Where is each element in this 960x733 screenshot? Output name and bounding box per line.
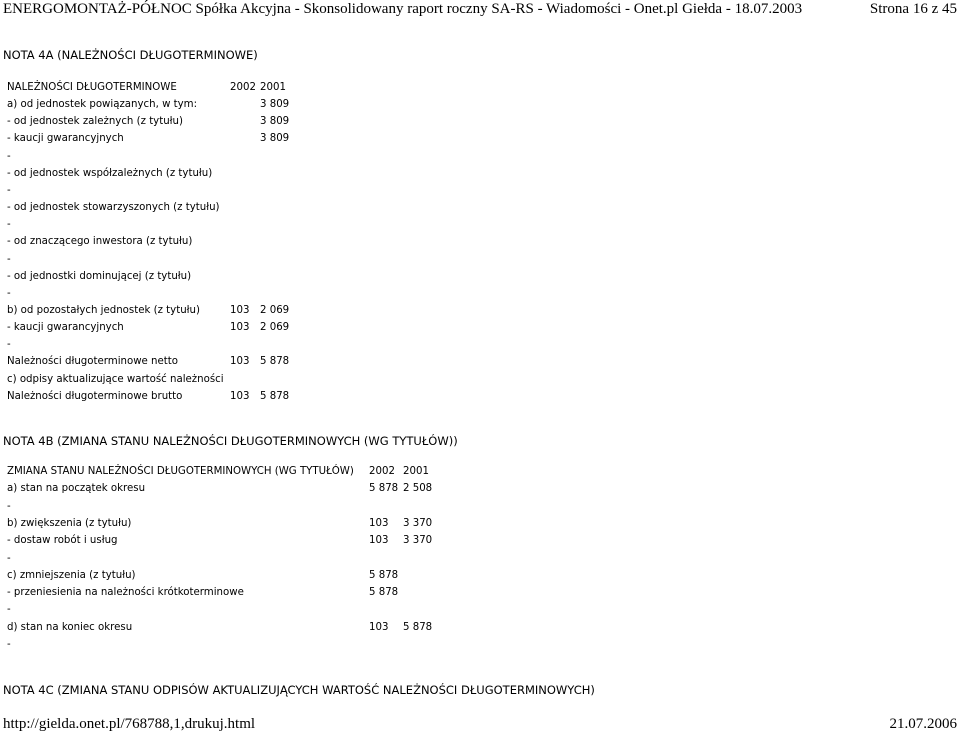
- page-url: http://gielda.onet.pl/768788,1,drukuj.html: [3, 716, 256, 732]
- row-label: b) zwiększenia (z tytułu): [7, 517, 132, 529]
- value-2001: 2001: [260, 82, 286, 93]
- value-2002: 5 878: [369, 587, 399, 599]
- print-date: 21.07.2006: [889, 716, 957, 732]
- value-2002: 2002: [369, 466, 395, 477]
- value-2002: 2002: [230, 82, 256, 93]
- value-2001: 2 069: [260, 304, 290, 316]
- row-label: - kaucji gwarancyjnych: [7, 322, 124, 334]
- row-label: - kaucji gwarancyjnych: [7, 133, 124, 145]
- document-title: ENERGOMONTAŻ-PÓŁNOC Spółka Akcyjna - Skonsolidowany raport roczny SA-RS - Wiadomości - Onet.pl Giełda - 18.07.2003: [3, 1, 803, 17]
- row-label: c) odpisy aktualizujące wartość należności: [7, 373, 224, 385]
- value-2001: 3 370: [403, 517, 433, 529]
- row-label: - od jednostki dominującej (z tytułu): [7, 270, 192, 282]
- row-label: -: [7, 339, 11, 351]
- value-2001: 2001: [403, 466, 429, 477]
- row-label: - od jednostek zależnych (z tytułu): [7, 116, 183, 128]
- row-label: -: [7, 604, 11, 616]
- row-label: Należności długoterminowe brutto: [7, 390, 183, 402]
- nota-4c-heading: NOTA 4C (ZMIANA STANU ODPISÓW AKTUALIZUJĄCYCH WARTOŚĆ NALEŻNOŚCI DŁUGOTERMINOWYCH): [3, 683, 595, 697]
- row-label: - przeniesienia na należności krótkoterminowe: [7, 587, 244, 599]
- row-label: -: [7, 150, 11, 162]
- value-2001: 2 069: [260, 322, 290, 334]
- row-label: - od jednostek współzależnych (z tytułu): [7, 167, 213, 179]
- value-2001: 5 878: [260, 356, 290, 368]
- value-2001: 5 878: [403, 621, 433, 633]
- row-label: -: [7, 219, 11, 231]
- row-label: -: [7, 253, 11, 265]
- value-2002: 103: [230, 356, 250, 368]
- row-label: -: [7, 287, 11, 299]
- value-2001: 3 809: [260, 116, 290, 128]
- value-2001: 2 508: [403, 483, 433, 495]
- value-2002: 5 878: [369, 483, 399, 495]
- row-label: -: [7, 500, 11, 512]
- row-label: - od jednostek stowarzyszonych (z tytułu): [7, 202, 220, 214]
- page-header: [3, 0, 957, 20]
- value-2002: 5 878: [369, 569, 399, 581]
- row-label: - od znaczącego inwestora (z tytułu): [7, 236, 193, 248]
- nota-4a-heading: NOTA 4A (NALEŻNOŚCI DŁUGOTERMINOWE): [3, 48, 258, 62]
- value-2001: 3 370: [403, 535, 433, 547]
- nota-4b-heading: NOTA 4B (ZMIANA STANU NALEŻNOŚCI DŁUGOTERMINOWYCH (WG TYTUŁÓW)): [3, 434, 458, 448]
- row-label: - dostaw robót i usług: [7, 535, 118, 547]
- value-2001: 3 809: [260, 133, 290, 145]
- row-label: b) od pozostałych jednostek (z tytułu): [7, 304, 200, 316]
- value-2002: 103: [230, 322, 250, 334]
- row-label: a) od jednostek powiązanych, w tym:: [7, 99, 198, 111]
- row-label: d) stan na koniec okresu: [7, 621, 133, 633]
- page-footer: [3, 715, 957, 733]
- row-label: -: [7, 639, 11, 650]
- row-label: ZMIANA STANU NALEŻNOŚCI DŁUGOTERMINOWYCH (WG TYTUŁÓW): [7, 466, 354, 477]
- row-label: NALEŻNOŚCI DŁUGOTERMINOWE: [7, 82, 177, 93]
- value-2002: 103: [369, 517, 389, 529]
- value-2002: 103: [369, 621, 389, 633]
- row-label: -: [7, 184, 11, 196]
- value-2001: 3 809: [260, 99, 290, 111]
- page-number: Strona 16 z 45: [869, 1, 957, 17]
- value-2001: 5 878: [260, 390, 290, 402]
- value-2002: 103: [230, 304, 250, 316]
- row-label: a) stan na początek okresu: [7, 483, 146, 495]
- row-label: c) zmniejszenia (z tytułu): [7, 569, 136, 581]
- row-label: Należności długoterminowe netto: [7, 356, 178, 368]
- value-2002: 103: [230, 390, 250, 402]
- row-label: -: [7, 552, 11, 564]
- value-2002: 103: [369, 535, 389, 547]
